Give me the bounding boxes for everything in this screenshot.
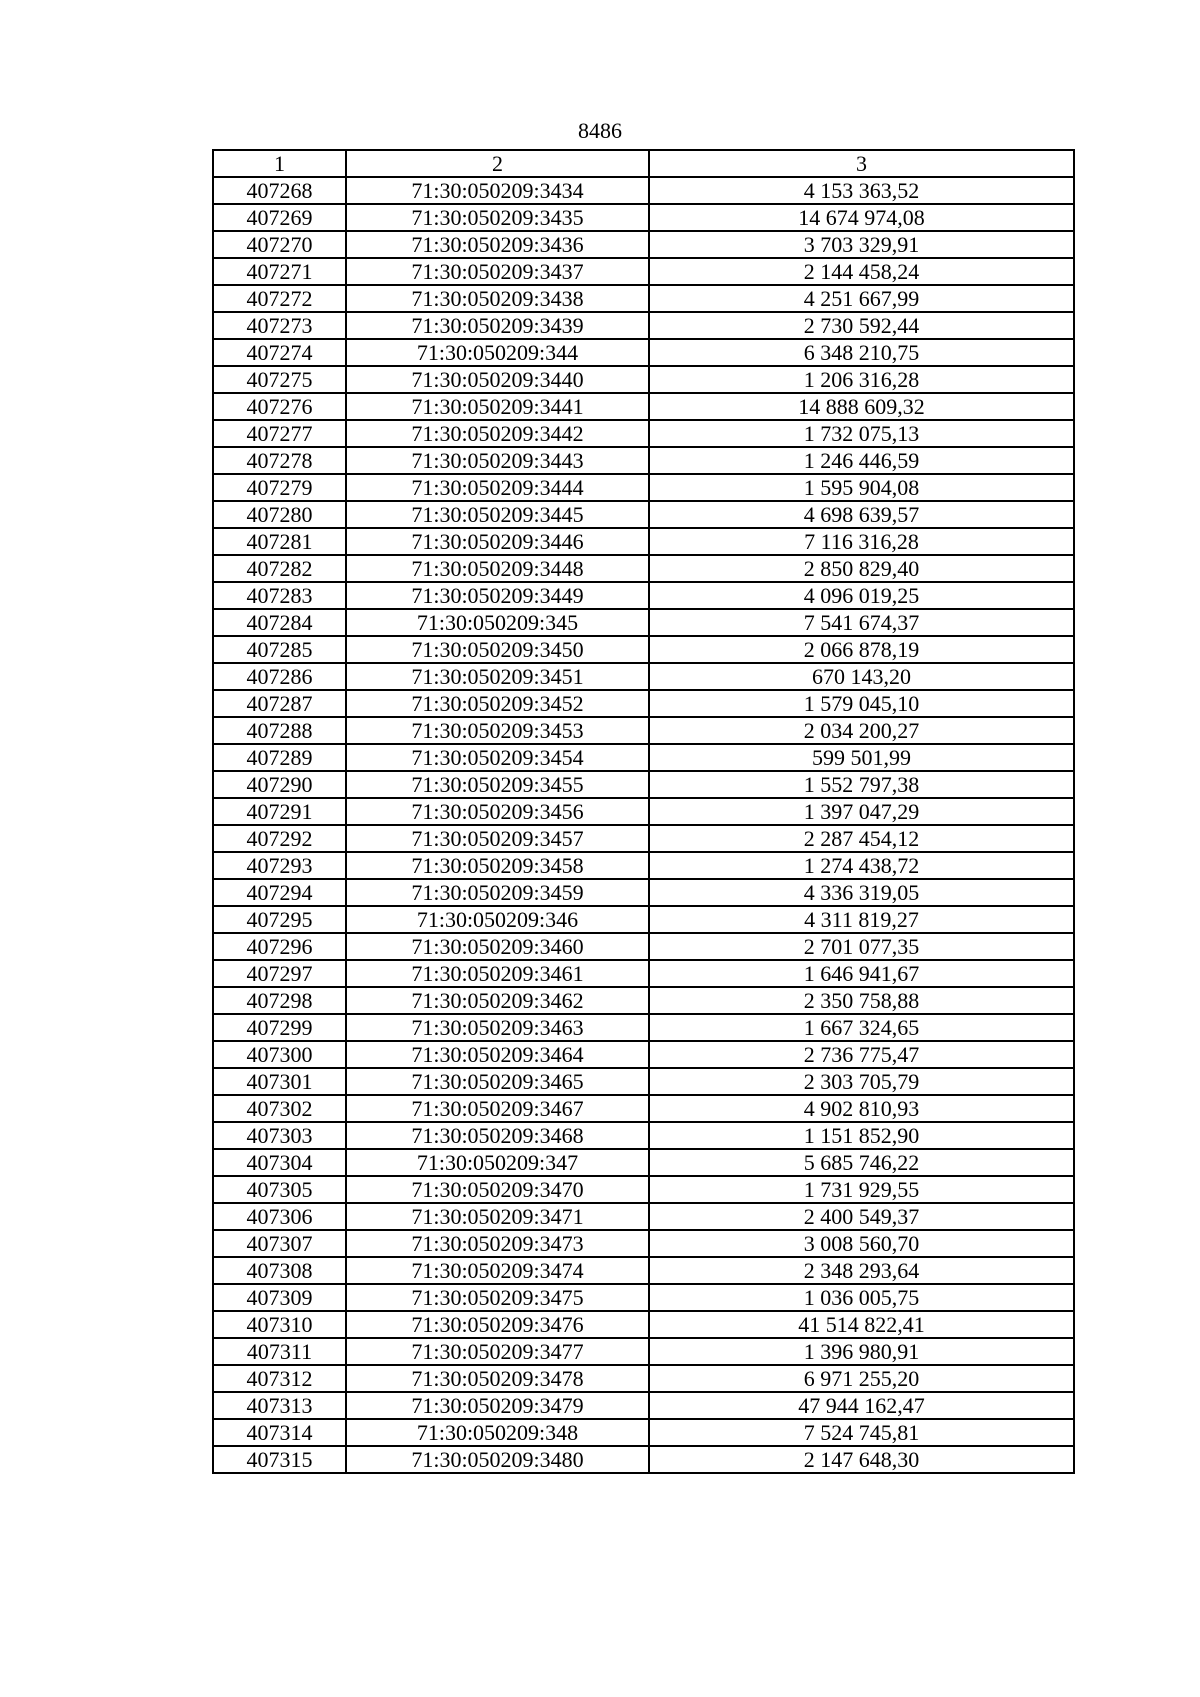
cadastral-value-cell: 1 206 316,28 (649, 366, 1074, 393)
row-number-cell: 407271 (213, 258, 346, 285)
table-row (213, 1284, 1074, 1311)
row-number-cell: 407272 (213, 285, 346, 312)
row-number-cell: 407279 (213, 474, 346, 501)
cadastral-value-cell: 2 147 648,30 (649, 1446, 1074, 1473)
cadastral-value-cell: 2 730 592,44 (649, 312, 1074, 339)
row-number-cell: 407309 (213, 1284, 346, 1311)
cadastral-number-cell: 71:30:050209:3465 (346, 1068, 649, 1095)
row-number-cell: 407314 (213, 1419, 346, 1446)
table-row (213, 447, 1074, 474)
cadastral-number-cell: 71:30:050209:3468 (346, 1122, 649, 1149)
table-row (213, 960, 1074, 987)
table-row (213, 798, 1074, 825)
cadastral-value-cell: 1 595 904,08 (649, 474, 1074, 501)
table-row (213, 555, 1074, 582)
cadastral-number-cell: 71:30:050209:3437 (346, 258, 649, 285)
cadastral-number-cell: 71:30:050209:3451 (346, 663, 649, 690)
row-number-cell: 407301 (213, 1068, 346, 1095)
cadastral-number-cell: 71:30:050209:3462 (346, 987, 649, 1014)
table-row (213, 501, 1074, 528)
cadastral-value-cell: 1 246 446,59 (649, 447, 1074, 474)
row-number-cell: 407315 (213, 1446, 346, 1473)
cadastral-value-cell: 1 667 324,65 (649, 1014, 1074, 1041)
cadastral-value-cell: 47 944 162,47 (649, 1392, 1074, 1419)
cadastral-number-cell: 71:30:050209:3445 (346, 501, 649, 528)
cadastral-number-cell: 71:30:050209:3442 (346, 420, 649, 447)
table-row (213, 771, 1074, 798)
cadastral-number-cell: 71:30:050209:3449 (346, 582, 649, 609)
cadastral-value-cell: 2 736 775,47 (649, 1041, 1074, 1068)
row-number-cell: 407308 (213, 1257, 346, 1284)
cadastral-value-cell: 4 096 019,25 (649, 582, 1074, 609)
row-number-cell: 407282 (213, 555, 346, 582)
row-number-cell: 407274 (213, 339, 346, 366)
table-row (213, 906, 1074, 933)
cadastral-number-cell: 71:30:050209:3446 (346, 528, 649, 555)
row-number-cell: 407284 (213, 609, 346, 636)
row-number-cell: 407313 (213, 1392, 346, 1419)
cadastral-value-cell: 7 541 674,37 (649, 609, 1074, 636)
row-number-cell: 407299 (213, 1014, 346, 1041)
page-number: 8486 (578, 118, 622, 143)
cadastral-number-cell: 71:30:050209:3434 (346, 177, 649, 204)
cadastral-number-cell: 71:30:050209:3441 (346, 393, 649, 420)
table-row (213, 636, 1074, 663)
cadastral-number-cell: 71:30:050209:345 (346, 609, 649, 636)
table-row (213, 1176, 1074, 1203)
row-number-cell: 407269 (213, 204, 346, 231)
cadastral-number-cell: 71:30:050209:3478 (346, 1365, 649, 1392)
table-row (213, 1122, 1074, 1149)
row-number-cell: 407307 (213, 1230, 346, 1257)
row-number-cell: 407289 (213, 744, 346, 771)
row-number-cell: 407303 (213, 1122, 346, 1149)
cadastral-value-cell: 599 501,99 (649, 744, 1074, 771)
row-number-cell: 407296 (213, 933, 346, 960)
table-row (213, 582, 1074, 609)
table-row (213, 420, 1074, 447)
table-row (213, 1419, 1074, 1446)
cadastral-value-cell: 4 902 810,93 (649, 1095, 1074, 1122)
cadastral-value-cell: 1 646 941,67 (649, 960, 1074, 987)
table-row (213, 1014, 1074, 1041)
cadastral-value-cell: 1 552 797,38 (649, 771, 1074, 798)
table-row (213, 1392, 1074, 1419)
table-row (213, 1311, 1074, 1338)
cadastral-number-cell: 71:30:050209:3453 (346, 717, 649, 744)
table-row (213, 312, 1074, 339)
cadastral-number-cell: 71:30:050209:3444 (346, 474, 649, 501)
table-row (213, 339, 1074, 366)
cadastral-value-cell: 2 034 200,27 (649, 717, 1074, 744)
cadastral-value-cell: 2 066 878,19 (649, 636, 1074, 663)
cadastral-value-cell: 1 036 005,75 (649, 1284, 1074, 1311)
table-row (213, 474, 1074, 501)
row-number-cell: 407311 (213, 1338, 346, 1365)
cadastral-value-cell: 670 143,20 (649, 663, 1074, 690)
table-row (213, 204, 1074, 231)
row-number-cell: 407287 (213, 690, 346, 717)
table-row (213, 879, 1074, 906)
row-number-cell: 407294 (213, 879, 346, 906)
cadastral-value-cell: 2 850 829,40 (649, 555, 1074, 582)
cadastral-value-cell: 14 888 609,32 (649, 393, 1074, 420)
row-number-cell: 407297 (213, 960, 346, 987)
cadastral-number-cell: 71:30:050209:3450 (346, 636, 649, 663)
cadastral-number-cell: 71:30:050209:3464 (346, 1041, 649, 1068)
table-row (213, 825, 1074, 852)
cadastral-value-cell: 1 396 980,91 (649, 1338, 1074, 1365)
row-number-cell: 407273 (213, 312, 346, 339)
row-number-cell: 407280 (213, 501, 346, 528)
cadastral-value-cell: 4 698 639,57 (649, 501, 1074, 528)
cadastral-value-cell: 4 251 667,99 (649, 285, 1074, 312)
row-number-cell: 407302 (213, 1095, 346, 1122)
table-row (213, 1068, 1074, 1095)
row-number-cell: 407295 (213, 906, 346, 933)
cadastral-value-cell: 1 397 047,29 (649, 798, 1074, 825)
header-row (213, 150, 1074, 177)
cadastral-number-cell: 71:30:050209:346 (346, 906, 649, 933)
table-row (213, 690, 1074, 717)
cadastral-value-cell: 3 008 560,70 (649, 1230, 1074, 1257)
cadastral-number-cell: 71:30:050209:3438 (346, 285, 649, 312)
row-number-cell: 407290 (213, 771, 346, 798)
table-row (213, 933, 1074, 960)
row-number-cell: 407270 (213, 231, 346, 258)
cadastral-value-cell: 1 732 075,13 (649, 420, 1074, 447)
table-row (213, 744, 1074, 771)
cadastral-number-cell: 71:30:050209:3467 (346, 1095, 649, 1122)
cadastral-number-cell: 71:30:050209:3440 (346, 366, 649, 393)
table-row (213, 1338, 1074, 1365)
cadastral-value-cell: 7 116 316,28 (649, 528, 1074, 555)
cadastral-value-cell: 4 153 363,52 (649, 177, 1074, 204)
cadastral-value-cell: 2 144 458,24 (649, 258, 1074, 285)
cadastral-number-cell: 71:30:050209:3474 (346, 1257, 649, 1284)
row-number-cell: 407298 (213, 987, 346, 1014)
row-number-cell: 407310 (213, 1311, 346, 1338)
cadastral-number-cell: 71:30:050209:3463 (346, 1014, 649, 1041)
row-number-cell: 407278 (213, 447, 346, 474)
cadastral-number-cell: 71:30:050209:3461 (346, 960, 649, 987)
table-row (213, 177, 1074, 204)
row-number-cell: 407275 (213, 366, 346, 393)
cadastral-number-cell: 71:30:050209:3454 (346, 744, 649, 771)
cadastral-number-cell: 71:30:050209:3475 (346, 1284, 649, 1311)
cadastral-number-cell: 71:30:050209:3476 (346, 1311, 649, 1338)
row-number-cell: 407286 (213, 663, 346, 690)
cadastral-value-cell: 2 348 293,64 (649, 1257, 1074, 1284)
cadastral-value-cell: 2 701 077,35 (649, 933, 1074, 960)
row-number-cell: 407281 (213, 528, 346, 555)
column-header-3: 3 (649, 150, 1074, 177)
cadastral-value-cell: 1 731 929,55 (649, 1176, 1074, 1203)
cadastral-number-cell: 71:30:050209:348 (346, 1419, 649, 1446)
cadastral-number-cell: 71:30:050209:3448 (346, 555, 649, 582)
row-number-cell: 407293 (213, 852, 346, 879)
row-number-cell: 407276 (213, 393, 346, 420)
cadastral-number-cell: 71:30:050209:3477 (346, 1338, 649, 1365)
cadastral-number-cell: 71:30:050209:3443 (346, 447, 649, 474)
cadastral-value-cell: 41 514 822,41 (649, 1311, 1074, 1338)
row-number-cell: 407283 (213, 582, 346, 609)
cadastral-number-cell: 71:30:050209:3460 (346, 933, 649, 960)
table-row (213, 1203, 1074, 1230)
cadastral-value-cell: 2 400 549,37 (649, 1203, 1074, 1230)
column-header-1: 1 (213, 150, 346, 177)
cadastral-number-cell: 71:30:050209:3456 (346, 798, 649, 825)
cadastral-number-cell: 71:30:050209:3480 (346, 1446, 649, 1473)
cadastral-value-cell: 1 579 045,10 (649, 690, 1074, 717)
cadastral-number-cell: 71:30:050209:3457 (346, 825, 649, 852)
row-number-cell: 407291 (213, 798, 346, 825)
row-number-cell: 407306 (213, 1203, 346, 1230)
cadastral-value-cell: 4 311 819,27 (649, 906, 1074, 933)
cadastral-value-cell: 6 971 255,20 (649, 1365, 1074, 1392)
table-header (213, 150, 1074, 177)
table-row (213, 1149, 1074, 1176)
table-row (213, 663, 1074, 690)
row-number-cell: 407304 (213, 1149, 346, 1176)
cadastral-number-cell: 71:30:050209:3458 (346, 852, 649, 879)
cadastral-number-cell: 71:30:050209:3471 (346, 1203, 649, 1230)
column-header-2: 2 (346, 150, 649, 177)
cadastral-number-cell: 71:30:050209:3455 (346, 771, 649, 798)
cadastral-value-cell: 2 350 758,88 (649, 987, 1074, 1014)
cadastral-value-cell: 5 685 746,22 (649, 1149, 1074, 1176)
table-row (213, 528, 1074, 555)
cadastral-value-cell: 14 674 974,08 (649, 204, 1074, 231)
row-number-cell: 407305 (213, 1176, 346, 1203)
table-row (213, 852, 1074, 879)
row-number-cell: 407292 (213, 825, 346, 852)
cadastral-number-cell: 71:30:050209:3435 (346, 204, 649, 231)
row-number-cell: 407312 (213, 1365, 346, 1392)
cadastral-number-cell: 71:30:050209:3473 (346, 1230, 649, 1257)
row-number-cell: 407300 (213, 1041, 346, 1068)
table-row (213, 285, 1074, 312)
table-row (213, 1257, 1074, 1284)
cadastral-value-cell: 6 348 210,75 (649, 339, 1074, 366)
table-row (213, 609, 1074, 636)
cadastral-number-cell: 71:30:050209:3479 (346, 1392, 649, 1419)
row-number-cell: 407277 (213, 420, 346, 447)
cadastral-number-cell: 71:30:050209:3452 (346, 690, 649, 717)
table-row (213, 231, 1074, 258)
row-number-cell: 407268 (213, 177, 346, 204)
table-row (213, 366, 1074, 393)
table-row (213, 393, 1074, 420)
cadastral-number-cell: 71:30:050209:3436 (346, 231, 649, 258)
cadastral-value-cell: 2 303 705,79 (649, 1068, 1074, 1095)
table-row (213, 1365, 1074, 1392)
cadastral-value-cell: 3 703 329,91 (649, 231, 1074, 258)
row-number-cell: 407285 (213, 636, 346, 663)
table-row (213, 717, 1074, 744)
table-row (213, 1446, 1074, 1473)
table-body (213, 177, 1074, 1473)
cadastral-number-cell: 71:30:050209:3459 (346, 879, 649, 906)
table-row (213, 1230, 1074, 1257)
cadastral-value-cell: 4 336 319,05 (649, 879, 1074, 906)
cadastral-value-cell: 7 524 745,81 (649, 1419, 1074, 1446)
cadastral-number-cell: 71:30:050209:347 (346, 1149, 649, 1176)
cadastral-value-cell: 1 151 852,90 (649, 1122, 1074, 1149)
cadastral-number-cell: 71:30:050209:344 (346, 339, 649, 366)
row-number-cell: 407288 (213, 717, 346, 744)
cadastral-value-cell: 2 287 454,12 (649, 825, 1074, 852)
table-row (213, 987, 1074, 1014)
table-row (213, 258, 1074, 285)
table-row (213, 1095, 1074, 1122)
table-row (213, 1041, 1074, 1068)
cadastral-value-table (212, 149, 1075, 1474)
cadastral-number-cell: 71:30:050209:3470 (346, 1176, 649, 1203)
cadastral-value-cell: 1 274 438,72 (649, 852, 1074, 879)
cadastral-number-cell: 71:30:050209:3439 (346, 312, 649, 339)
